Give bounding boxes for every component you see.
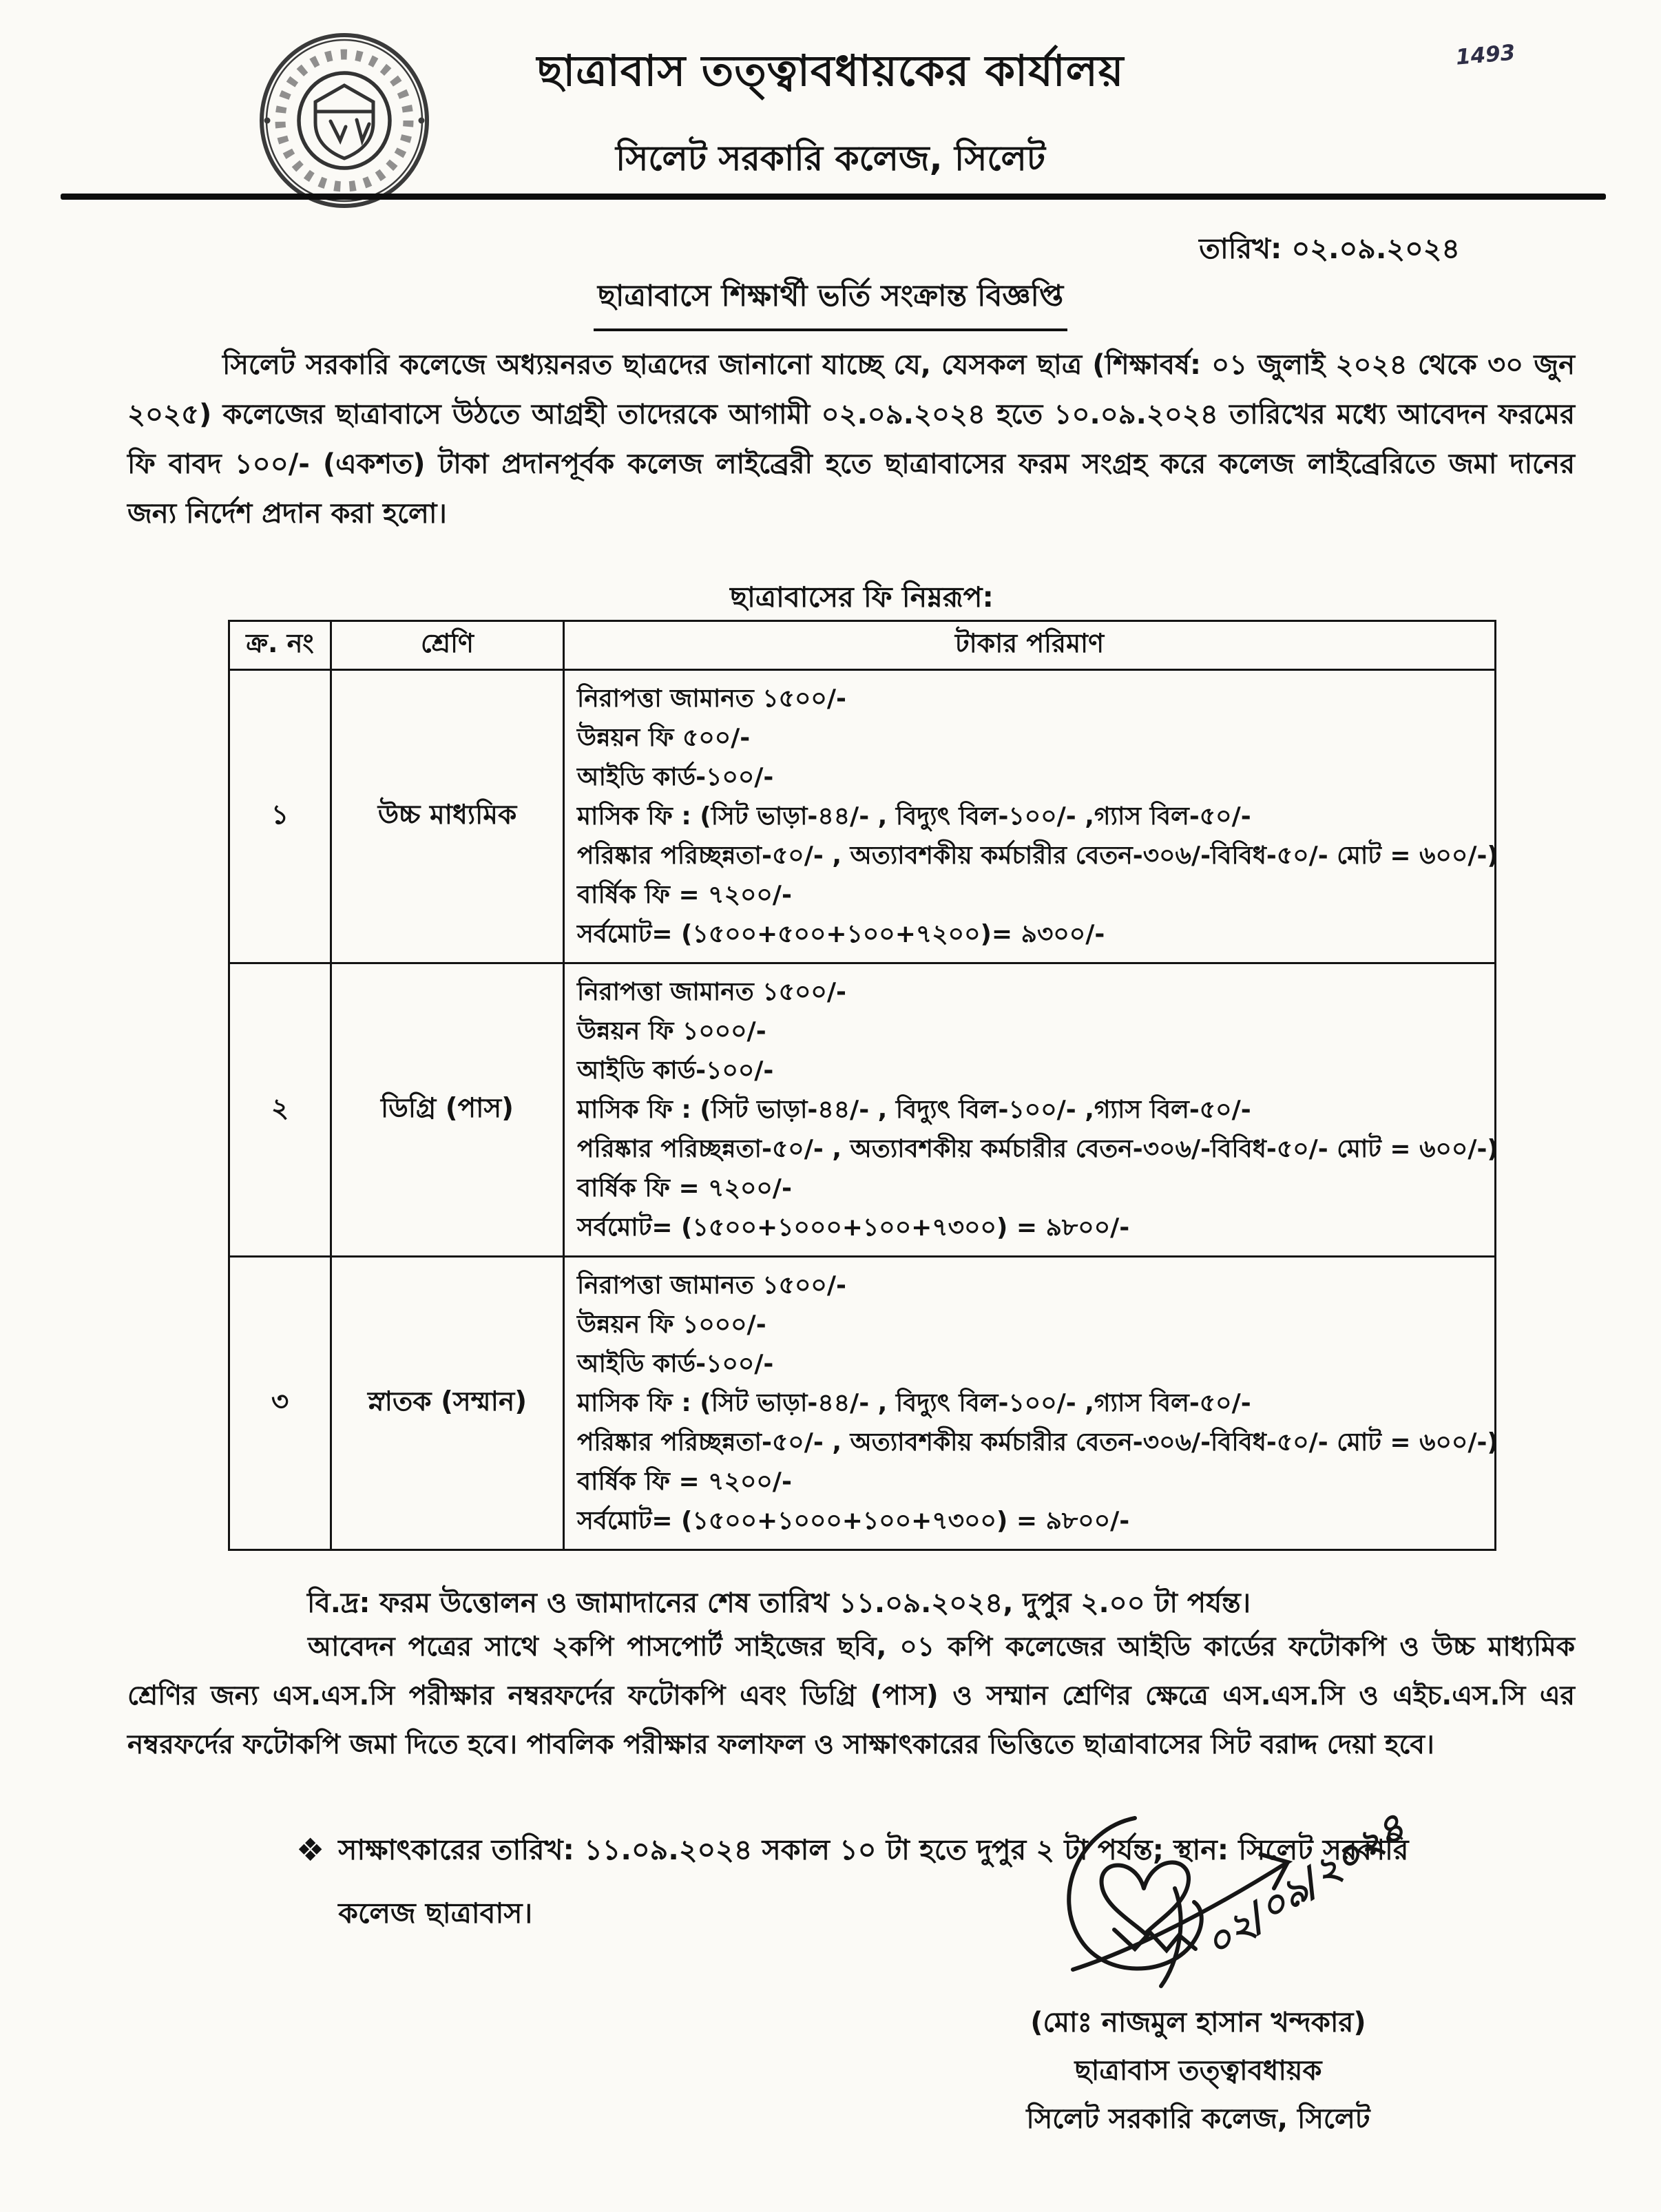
fees-caption: ছাত্রাবাসের ফি নিম্নরূপ: (730, 581, 994, 614)
college-name: সিলেট সরকারি কলেজ, সিলেট (616, 138, 1045, 178)
fee-line: উন্নয়ন ফি ১০০০/- (577, 1311, 766, 1339)
handwritten-date: ০২/০৯/২০২৪ (1197, 1804, 1414, 1967)
requirements-paragraph: আবেদন পত্রের সাথে ২কপি পাসপোর্ট সাইজের ছবি, ০১ কপি কলেজের আইডি কার্ডের ফটোকপি ও উচ্চ মাধ্যমিক শ্রেণির জন্য এস.এস.সি পরীক্ষার নম্বরফর্দের ফটোকপি এবং ডিগ্রি (পাস) ও সম্মান শ্রেণির ক্ষেত্রে এস.এস.সি ও এইচ.এস.সি এর নম্বরফর্দের ফটোকপি জমা দিতে হবে। পাবলিক পরীক্ষার ফলাফল ও সাক্ষাৎকারের ভিত্তিতে ছাত্রাবাসের সিট বরাদ্দ দেয়া হবে। (127, 1631, 1575, 1760)
row-class: উচ্চ মাধ্যমিক (331, 670, 564, 963)
row-class: ডিগ্রি (পাস) (331, 963, 564, 1257)
header-amount: টাকার পরিমাণ (564, 621, 1496, 670)
notice-date: তারিখ: ০২.০৯.২০২৪ (1199, 232, 1460, 265)
fee-line: মাসিক ফি : (সিট ভাড়া-৪৪/- , বিদ্যুৎ বিল-১০০/- ,গ্যাস বিল-৫০/- (577, 1096, 1251, 1124)
signatory-designation: ছাত্রাবাস তত্ত্বাবধায়ক (1074, 2055, 1322, 2087)
letterhead (0, 39, 1661, 190)
signatory-organization: সিলেট সরকারি কলেজ, সিলেট (1026, 2103, 1370, 2135)
fee-line: নিরাপত্তা জামানত ১৫০০/- (577, 685, 846, 713)
fee-line: পরিষ্কার পরিচ্ছন্নতা-৫০/- , অত্যাবশকীয় কর্মচারীর বেতন-৩০৬/-বিবিধ-৫০/- মোট = ৬০০/-) (577, 1428, 1498, 1457)
fee-line: বার্ষিক ফি = ৭২০০/- (577, 1174, 792, 1202)
header-serial: ক্র. নং (229, 621, 331, 670)
fee-line: নিরাপত্তা জামানত ১৫০০/- (577, 1271, 846, 1300)
interview-info-item (296, 1818, 1467, 1945)
row-serial: ৩ (229, 1257, 331, 1550)
table-row (229, 963, 1496, 1257)
row-serial: ২ (229, 963, 331, 1257)
fee-line-total: সর্বমোট= (১৫০০+১০০০+১০০+৭৩০০) = ৯৮০০/- (577, 1213, 1130, 1242)
fee-line: আইডি কার্ড-১০০/- (577, 1350, 774, 1378)
row-fee-details (564, 1257, 1496, 1550)
fee-line-total: সর্বমোট= (১৫০০+৫০০+১০০+৭২০০)= ৯৩০০/- (577, 920, 1105, 948)
fee-line: আইডি কার্ড-১০০/- (577, 763, 774, 791)
fee-line: মাসিক ফি : (সিট ভাড়া-৪৪/- , বিদ্যুৎ বিল-১০০/- ,গ্যাস বিল-৫০/- (577, 1389, 1251, 1417)
fee-line: বার্ষিক ফি = ৭২০০/- (577, 1468, 792, 1496)
fees-table (228, 620, 1496, 1551)
header-class: শ্রেণি (331, 621, 564, 670)
handwritten-ref-number: 1493 (1454, 40, 1516, 70)
fee-line: উন্নয়ন ফি ১০০০/- (577, 1017, 766, 1045)
fee-line: উন্নয়ন ফি ৫০০/- (577, 724, 751, 752)
notice-title-row (0, 274, 1661, 331)
table-row (229, 1257, 1496, 1550)
diamond-bullet-icon: ❖ (296, 1831, 325, 1868)
table-row (229, 670, 1496, 963)
row-serial: ১ (229, 670, 331, 963)
row-fee-details (564, 670, 1496, 963)
fee-line: বার্ষিক ফি = ৭২০০/- (577, 881, 792, 909)
signatory-name: (মোঃ নাজমুল হাসান খন্দকার) (1030, 2007, 1366, 2038)
row-class: স্নাতক (সম্মান) (331, 1257, 564, 1550)
fees-table-header-row (229, 621, 1496, 670)
office-title: ছাত্রাবাস তত্ত্বাবধায়কের কার্যালয় (536, 45, 1125, 96)
intro-paragraph: সিলেট সরকারি কলেজে অধ্যয়নরত ছাত্রদের জানানো যাচ্ছে যে, যেসকল ছাত্র (শিক্ষাবর্ষ: ০১ জুলাই ২০২৪ থেকে ৩০ জুন ২০২৫) কলেজের ছাত্রাবাসে উঠতে আগ্রহী তাদেরকে আগামী ০২.০৯.২০২৪ হতে ১০.০৯.২০২৪ তারিখের মধ্যে আবেদন ফরমের ফি বাবদ ১০০/- (একশত) টাকা প্রদানপূর্বক কলেজ লাইব্রেরী হতে ছাত্রাবাসের ফরম সংগ্রহ করে কলেজ লাইব্রেরিতে জমা দানের জন্য নির্দেশ প্রদান করা হলো। (127, 349, 1575, 530)
fee-line: পরিষ্কার পরিচ্ছন্নতা-৫০/- , অত্যাবশকীয় কর্মচারীর বেতন-৩০৬/-বিবিধ-৫০/- মোট = ৬০০/-) (577, 1135, 1498, 1163)
nb-deadline-line: বি.দ্র: ফরম উত্তোলন ও জামাদানের শেষ তারিখ ১১.০৯.২০২৪, দুপুর ২.০০ টা পর্যন্ত। (307, 1587, 1251, 1619)
fee-line: নিরাপত্তা জামানত ১৫০০/- (577, 978, 846, 1006)
interview-info-text: সাক্ষাৎকারের তারিখ: ১১.০৯.২০২৪ সকাল ১০ টা হতে দুপুর ২ টা পর্যন্ত; স্থান: সিলেট সরকারি কলেজ ছাত্রাবাস। (338, 1833, 1409, 1930)
row-fee-details (564, 963, 1496, 1257)
signatory-block (964, 1999, 1432, 2143)
fee-line-total: সর্বমোট= (১৫০০+১০০০+১০০+৭৩০০) = ৯৮০০/- (577, 1507, 1130, 1535)
fee-line: পরিষ্কার পরিচ্ছন্নতা-৫০/- , অত্যাবশকীয় কর্মচারীর বেতন-৩০৬/-বিবিধ-৫০/- মোট = ৬০০/-) (577, 842, 1498, 870)
header-divider (61, 194, 1606, 200)
notice-title: ছাত্রাবাসে শিক্ষার্থী ভর্তি সংক্রান্ত বিজ্ঞপ্তি (594, 274, 1067, 331)
fee-line: আইডি কার্ড-১০০/- (577, 1056, 774, 1085)
fee-line: মাসিক ফি : (সিট ভাড়া-৪৪/- , বিদ্যুৎ বিল-১০০/- ,গ্যাস বিল-৫০/- (577, 802, 1251, 831)
